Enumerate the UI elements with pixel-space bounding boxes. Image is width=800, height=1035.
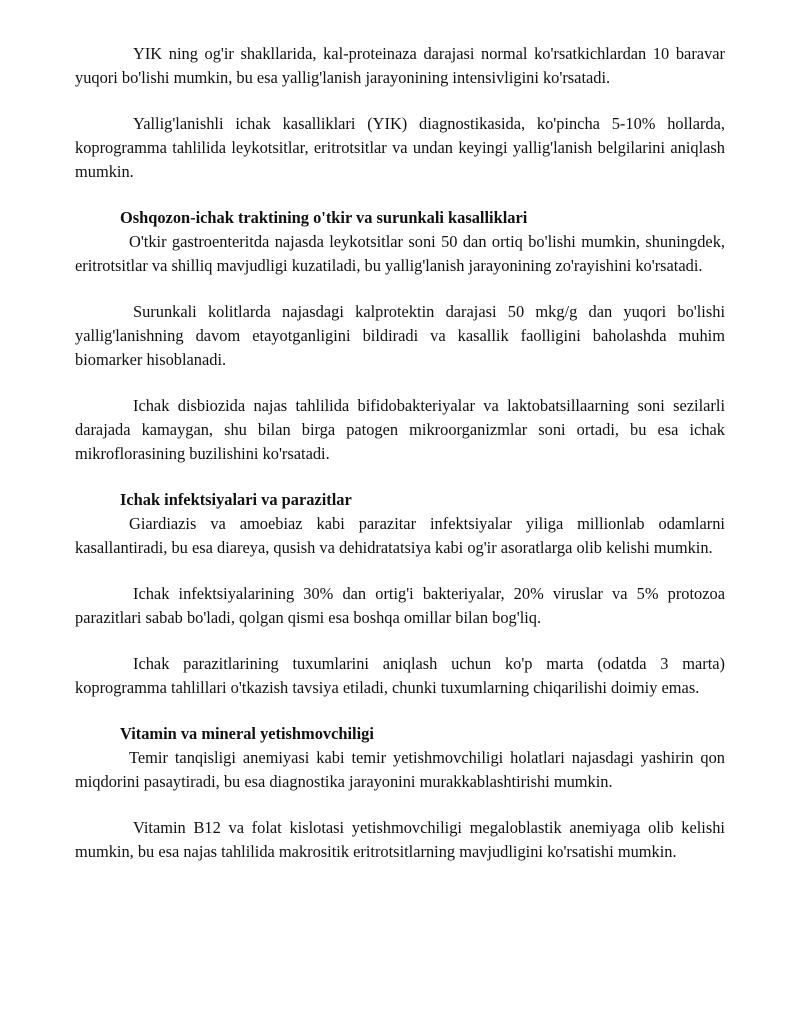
section-heading-infections: Ichak infektsiyalari va parazitlar xyxy=(120,490,352,509)
paragraph-yik-diagnostics: Yallig'lanishli ichak kasalliklari (YIK) diagnostikasida, ko'pincha 5-10% hollarda, koprogramma tahlilida leykotsitlar, eritrotsitlar va undan keyingi yallig'lanish belgilarini aniqlash mumkin. xyxy=(75,114,725,181)
paragraph-iron-deficiency: Temir tanqisligi anemiyasi kabi temir yetishmovchiligi holatlari najasdagi yashirin qon miqdorini pasaytiradi, bu esa diagnostika jarayonini murakkablashtirishi mumkin. xyxy=(75,748,725,791)
document-page xyxy=(75,42,725,864)
section-heading-gi-diseases: Oshqozon-ichak traktining o'tkir va surunkali kasalliklari xyxy=(120,208,528,227)
paragraph-acute-gastroenteritis: O'tkir gastroenteritda najasda leykotsitlar soni 50 dan ortiq bo'lishi mumkin, shuningdek, eritrotsitlar va shilliq mavjudligi kuzatiladi, bu yallig'lanish jarayonining zo'rayishini ko'rsatadi. xyxy=(75,232,725,275)
paragraph-dysbiosis: Ichak disbiozida najas tahlilida bifidobakteriyalar va laktobatsillaarning soni sezilarli darajada kamaygan, shu bilan birga patogen mikroorganizmlar soni ortadi, bu esa ichak mikroflorasining buzilishini ko'rsatadi. xyxy=(75,396,725,463)
paragraph-infection-causes: Ichak infektsiyalarining 30% dan ortig'i bakteriyalar, 20% viruslar va 5% protozoa parazitlari sabab bo'ladi, qolgan qismi esa boshqa omillar bilan bog'liq. xyxy=(75,584,725,627)
paragraph-giardiasis: Giardiazis va amoebiaz kabi parazitar infektsiyalar yiliga millionlab odamlarni kasallantiradi, bu esa diareya, qusish va dehidratatsiya kabi og'ir asoratlarga olib kelishi mumkin. xyxy=(75,514,725,557)
section-heading-vitamins: Vitamin va mineral yetishmovchiligi xyxy=(120,724,374,743)
paragraph-b12-folate: Vitamin B12 va folat kislotasi yetishmovchiligi megaloblastik anemiyaga olib kelishi mumkin, bu esa najas tahlilida makrositik eritrotsitlarning mavjudligini ko'rsatishi mumkin. xyxy=(75,818,725,861)
paragraph-yik-severe: YIK ning og'ir shakllarida, kal-proteinaza darajasi normal ko'rsatkichlardan 10 baravar yuqori bo'lishi mumkin, bu esa yallig'lanish jarayonining intensivligini ko'rsatadi. xyxy=(75,44,725,87)
paragraph-chronic-colitis: Surunkali kolitlarda najasdagi kalprotektin darajasi 50 mkg/g dan yuqori bo'lishi yallig'lanishning davom etayotganligini bildiradi va kasallik faolligini baholashda muhim biomarker hisoblanadi. xyxy=(75,302,725,369)
paragraph-parasite-eggs: Ichak parazitlarining tuxumlarini aniqlash uchun ko'p marta (odatda 3 marta) koprogramma tahlillari o'tkazish tavsiya etiladi, chunki tuxumlarning chiqarilishi doimiy emas. xyxy=(75,654,725,697)
